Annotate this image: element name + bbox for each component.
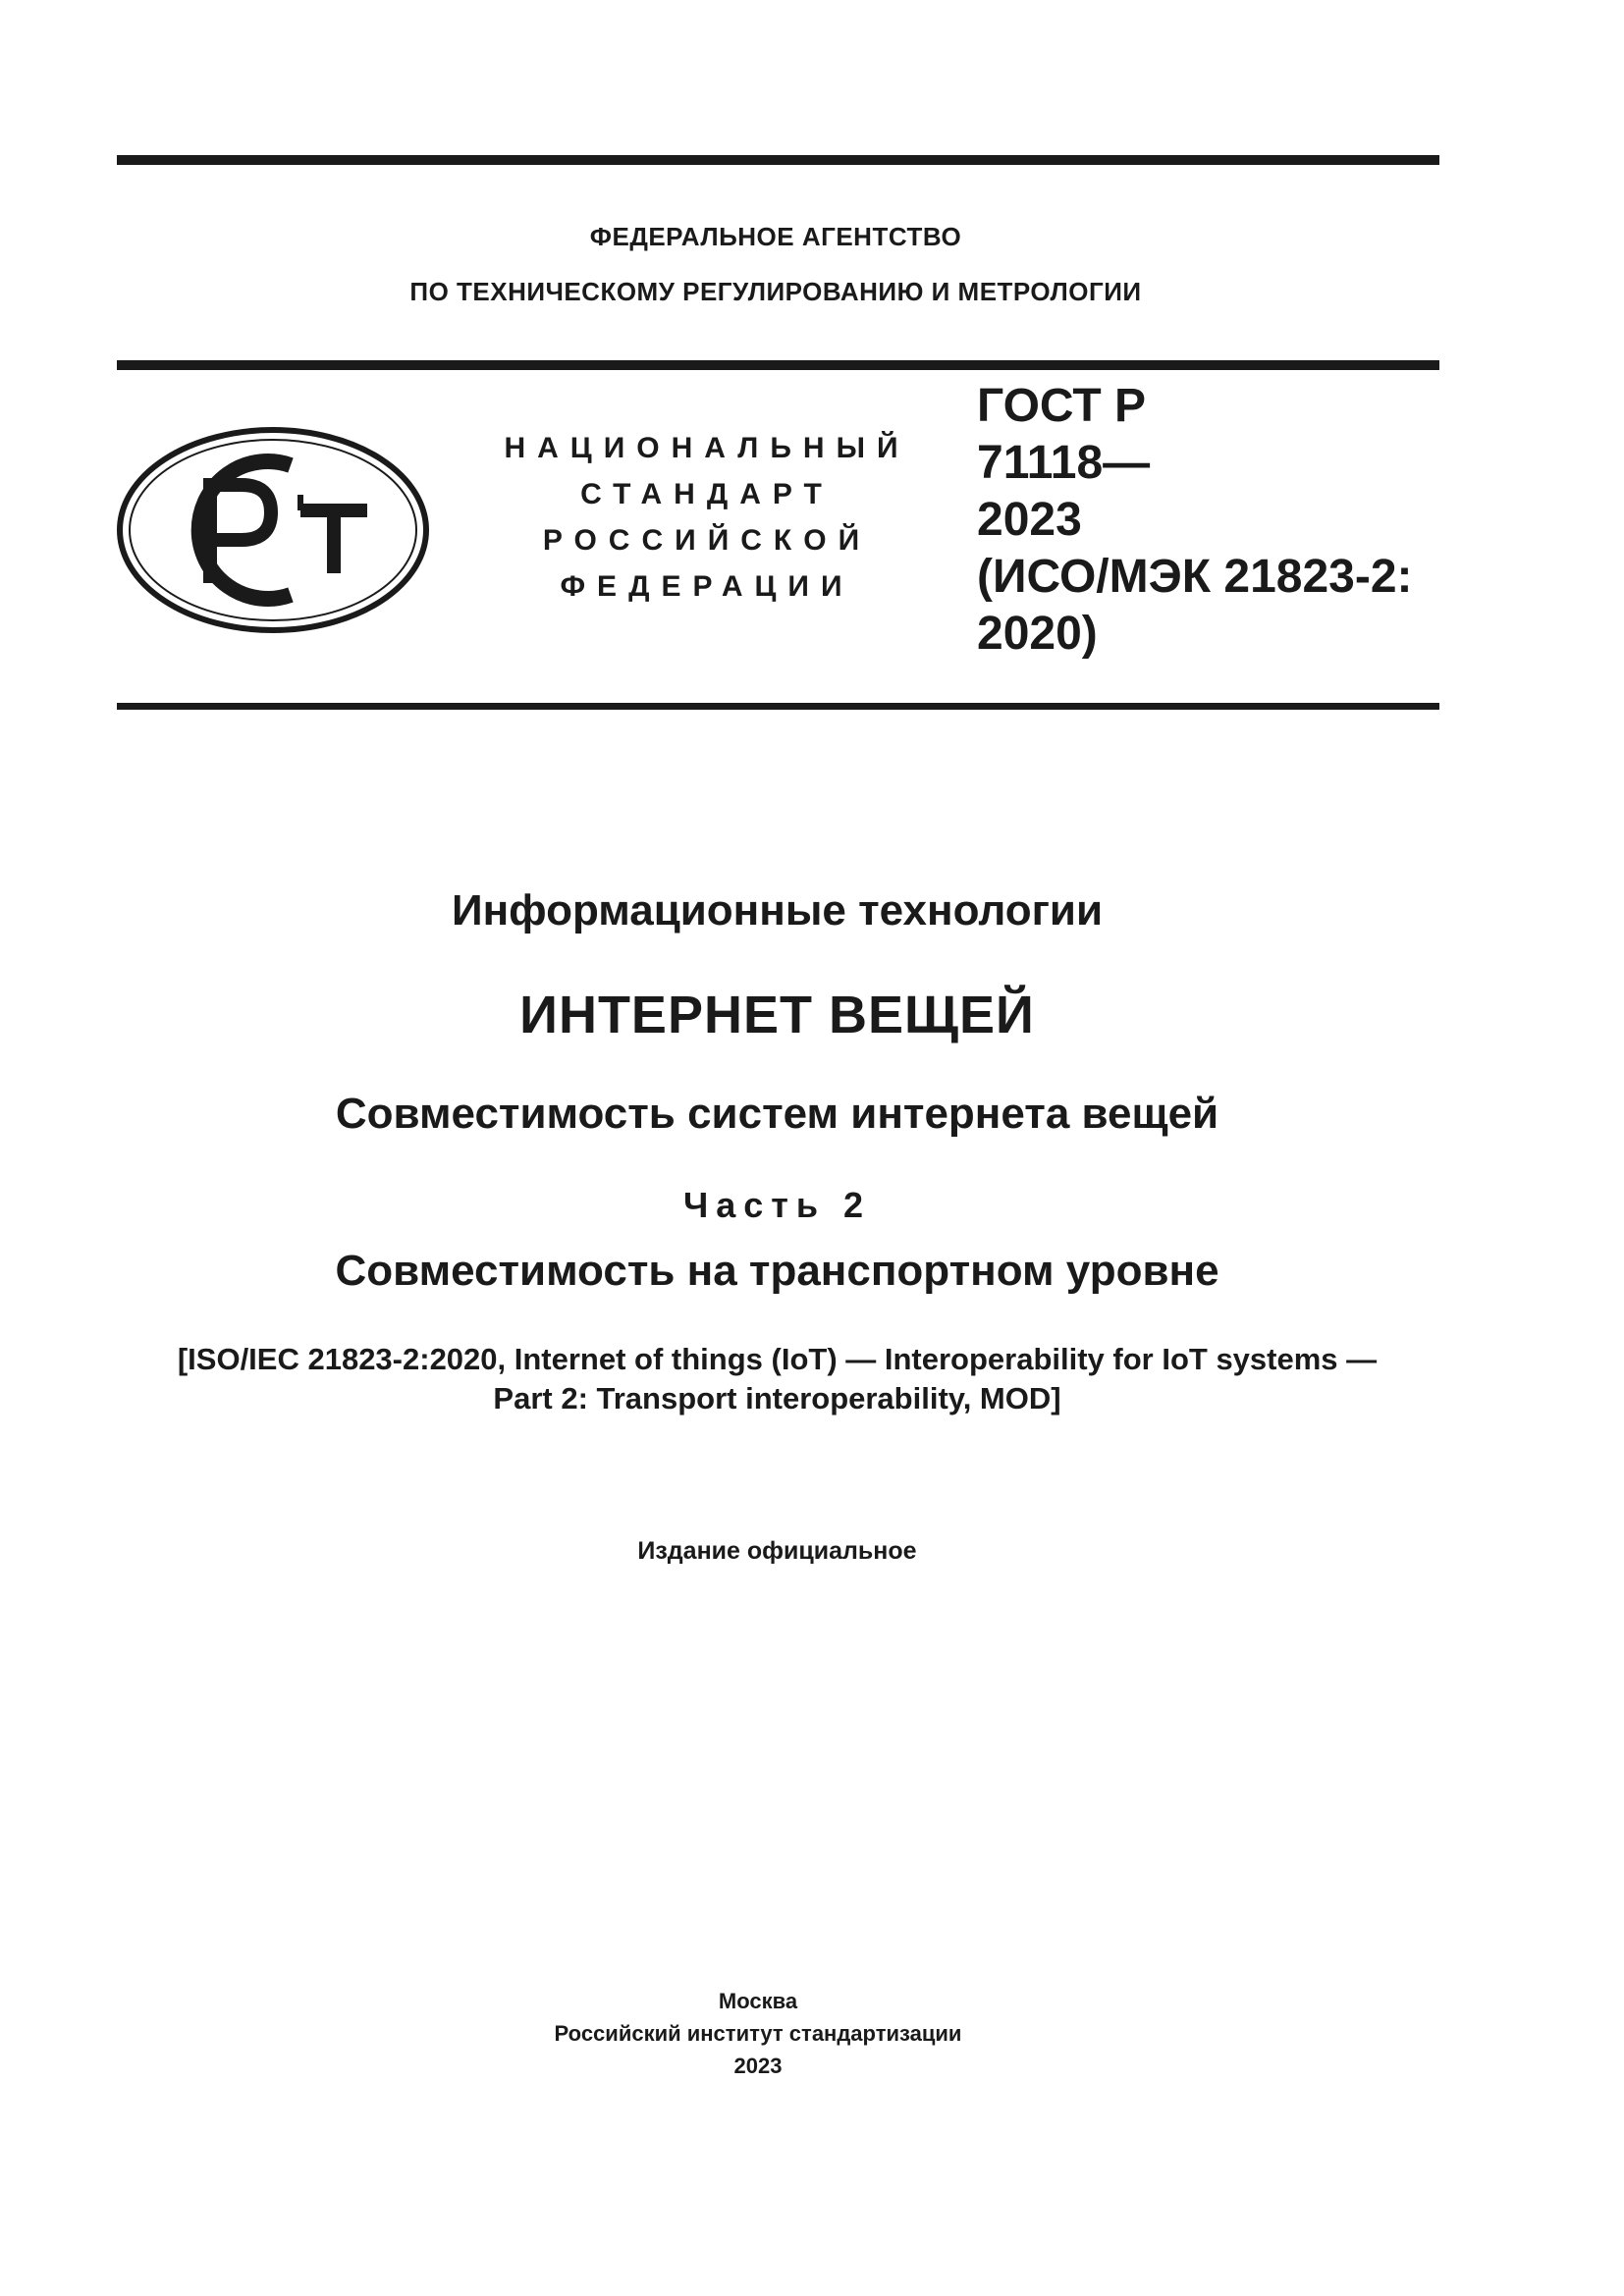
header-bottom-rule [117, 703, 1439, 710]
national-standard-line: ФЕДЕРАЦИИ [560, 570, 854, 603]
designation-line: ГОСТ Р [977, 380, 1147, 432]
field-title: Информационные технологии [451, 886, 1104, 934]
standard-designation [977, 378, 1413, 663]
rst-logo-icon [116, 426, 430, 634]
part-number: Часть 2 [682, 1185, 872, 1225]
header-rule [117, 360, 1439, 370]
designation-line: 71118— [977, 437, 1151, 489]
agency-line-1: ФЕДЕРАЛЬНОЕ АГЕНТСТВО [589, 222, 962, 251]
national-standard-line: НАЦИОНАЛЬНЫЙ [504, 432, 910, 464]
national-standard-line: РОССИЙСКОЙ [542, 524, 872, 557]
top-rule [117, 155, 1439, 165]
edition-label: Издание официальное [637, 1537, 917, 1565]
publisher-block [0, 1985, 1516, 2082]
publication-year: 2023 [733, 2054, 783, 2078]
original-reference-line: Part 2: Transport interoperability, MOD] [493, 1381, 1061, 1415]
designation-line: (ИСО/МЭК 21823-2: [977, 551, 1413, 603]
main-title: ИНТЕРНЕТ ВЕЩЕЙ [519, 986, 1035, 1044]
subtitle: Совместимость систем интернета вещей [335, 1090, 1219, 1138]
designation-line: 2020) [977, 608, 1098, 660]
designation-line: 2023 [977, 494, 1082, 546]
part-title: Совместимость на транспортном уровне [335, 1247, 1219, 1295]
national-standard-line: СТАНДАРТ [580, 478, 834, 510]
agency-line-2: ПО ТЕХНИЧЕСКОМУ РЕГУЛИРОВАНИЮ И МЕТРОЛОГИИ [409, 277, 1142, 306]
original-standard-reference [0, 1340, 1554, 1418]
national-standard-block [491, 425, 923, 610]
publisher-name: Российский институт стандартизации [554, 2021, 962, 2046]
original-reference-line: [ISO/IEC 21823-2:2020, Internet of things (IoT) — Interoperability for IoT systems — [177, 1342, 1378, 1376]
publisher-city: Москва [718, 1989, 798, 2013]
